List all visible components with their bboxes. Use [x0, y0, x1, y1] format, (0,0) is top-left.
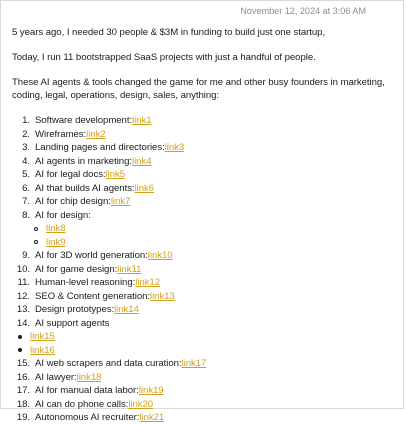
list-item — [12, 114, 400, 128]
list-text: AI web scrapers and data curation: — [35, 358, 182, 369]
list-link[interactable]: link11 — [117, 263, 142, 275]
list-text: Landing pages and directories: — [35, 142, 165, 153]
list-number: 3. — [22, 142, 30, 153]
list-number: 12. — [16, 290, 30, 302]
list-link[interactable]: link1 — [132, 115, 152, 126]
list-link[interactable]: link12 — [135, 277, 161, 288]
list-link[interactable]: link21 — [139, 412, 165, 423]
bullet-list-item — [12, 344, 400, 358]
list-text: Human-level reasoning: — [35, 277, 136, 288]
bullet-list-item — [12, 330, 400, 344]
list-link[interactable]: link14 — [114, 304, 139, 315]
list-text: AI agents in marketing: — [35, 155, 132, 167]
list-link[interactable]: link4 — [131, 155, 152, 167]
list-item — [12, 276, 400, 290]
list-item — [12, 398, 400, 412]
list-number: 17. — [16, 385, 30, 396]
list-text: AI for design: — [35, 209, 91, 221]
list-item — [12, 303, 400, 317]
paragraph-intro: 5 years ago, I needed 30 people & $3M in funding to build just one startup, — [12, 27, 326, 38]
paragraph-tools — [12, 76, 400, 102]
list-item — [12, 182, 400, 196]
list-item — [12, 317, 400, 331]
paragraph-today: Today, I run 11 bootstrapped SaaS projects with just a handful of people. — [12, 52, 316, 63]
list-number: 2. — [22, 128, 30, 140]
sub-list-item — [12, 222, 400, 236]
list-text: AI for manual data labor: — [35, 385, 139, 396]
list-item — [12, 411, 400, 425]
list-text: Software development: — [35, 115, 133, 126]
list-item — [12, 290, 400, 304]
paragraph-tools-line-2: coding, legal, operations, design, sales, anything: — [12, 90, 220, 101]
list-item — [12, 384, 400, 398]
list-text: AI for game design: — [35, 263, 118, 275]
list-link[interactable]: link16 — [30, 344, 55, 356]
list-link[interactable]: link3 — [164, 142, 185, 153]
list-item — [12, 249, 400, 263]
list-link[interactable]: link9 — [46, 236, 66, 248]
list-text: AI lawyer: — [35, 371, 77, 383]
list-text: Autonomous AI recruiter: — [35, 412, 140, 423]
list-number: 5. — [22, 169, 30, 180]
list-text: AI for chip design: — [35, 196, 111, 207]
list-link[interactable]: link20 — [128, 398, 154, 410]
tools-list — [12, 114, 400, 425]
list-text: AI that builds AI agents: — [35, 182, 135, 194]
list-number: 18. — [16, 398, 30, 410]
list-number: 13. — [16, 304, 30, 315]
note-content[interactable] — [12, 0, 400, 425]
list-text: AI for 3D world generation: — [35, 250, 148, 261]
bullet-icon — [18, 348, 22, 352]
note-timestamp: November 12, 2024 at 3:06 AM — [240, 6, 366, 16]
sub-list-item — [12, 236, 400, 250]
list-link[interactable]: link2 — [86, 128, 106, 140]
list-number: 1. — [22, 115, 30, 126]
list-number: 7. — [22, 196, 30, 207]
list-text: AI can do phone calls: — [35, 398, 129, 410]
list-text: Design prototypes: — [35, 304, 115, 315]
list-number: 14. — [16, 317, 30, 329]
list-item — [12, 371, 400, 385]
hollow-bullet-icon — [34, 240, 38, 244]
list-number: 9. — [22, 250, 30, 261]
list-item — [12, 128, 400, 142]
list-link[interactable]: link7 — [110, 196, 131, 207]
list-text: AI for legal docs: — [35, 169, 106, 180]
list-number: 11. — [17, 277, 30, 288]
list-link[interactable]: link15 — [30, 331, 55, 342]
list-link[interactable]: link17 — [181, 358, 207, 369]
list-number: 15. — [16, 358, 30, 369]
list-item — [12, 357, 400, 371]
list-number: 8. — [22, 209, 30, 221]
list-item — [12, 195, 400, 209]
list-number: 4. — [22, 155, 30, 167]
list-link[interactable]: link5 — [105, 169, 126, 180]
list-link[interactable]: link10 — [147, 250, 173, 261]
bullet-icon — [18, 335, 22, 339]
list-item — [12, 155, 400, 169]
list-link[interactable]: link19 — [138, 385, 164, 396]
list-link[interactable]: link18 — [76, 371, 102, 383]
list-link[interactable]: link13 — [150, 290, 175, 302]
list-link[interactable]: link8 — [46, 223, 66, 234]
list-link[interactable]: link6 — [134, 182, 155, 194]
list-text: AI support agents — [35, 317, 110, 329]
list-number: 6. — [22, 182, 30, 194]
list-item — [12, 263, 400, 277]
list-item — [12, 168, 400, 182]
list-text: Wireframes: — [35, 128, 87, 140]
list-item — [12, 141, 400, 155]
list-number: 19. — [16, 412, 30, 423]
list-text: SEO & Content generation: — [35, 290, 151, 302]
list-number: 16. — [16, 371, 30, 383]
paragraph-tools-line-1: These AI agents & tools changed the game for me and other busy founders in marketing, — [12, 77, 385, 88]
list-number: 10. — [16, 263, 30, 275]
hollow-bullet-icon — [34, 227, 38, 231]
list-item — [12, 209, 400, 223]
